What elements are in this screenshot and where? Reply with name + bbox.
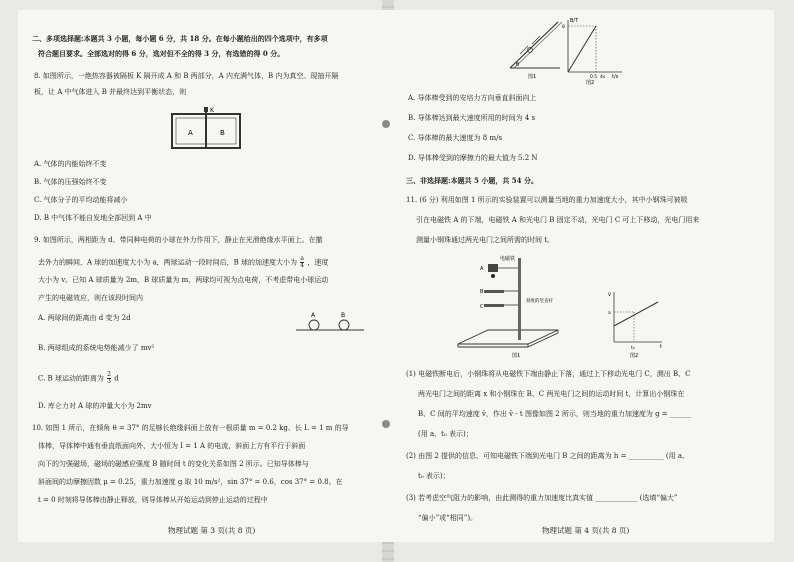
q8-option-c: C. 气体分子的平均动能将减小	[34, 196, 128, 204]
q10-graph-b-label: B/T	[570, 18, 579, 24]
q8-option-b: B. 气体的压强始终不变	[34, 178, 107, 186]
q11-gate-c-label: C	[480, 304, 484, 310]
q8-stem-1: 8. 如图所示，一绝热容器被隔板 K 隔开成 A 和 B 两部分，A 内充满气体，B 内为真空。现抽开隔	[34, 72, 339, 80]
q9-option-d: D. 库仑力对 A 球的冲量大小为 2mv	[38, 402, 152, 410]
q11-part1-line4: (用 a、t₀ 表示)；	[418, 430, 473, 438]
q8-container-figure	[168, 104, 248, 154]
q10-stem-4: 斜面间的动摩擦因数 μ = 0.25，重力加速度 g 取 10 m/s²，sin 37° = 0.6，cos 37° = 0.8。在	[38, 478, 343, 486]
page-3	[18, 10, 396, 542]
q10-option-d: D. 导体棒受到的摩擦力的最大值为 5.2 N	[408, 154, 538, 162]
q10-graph-tick1: 0.5	[590, 75, 598, 80]
q9-stem-3: 大小为 v。已知 A 球质量为 2m，B 球质量为 m，两球均可视为点电荷，不考虑带电小球运动	[38, 276, 329, 284]
q10-stem-2: 体棒，导体棒中通有垂直纸面向外、大小恒为 I = 1 A 的电流，斜面上方有平行于斜面	[38, 442, 306, 450]
q9-option-c	[38, 372, 119, 385]
q9-option-b: B. 两球组成的系统电势能减少了 mv²	[38, 344, 155, 352]
q11-part1-line2: 两光电门之间的距离 x 和小钢珠在 B、C 两光电门之间的运动时间 t，计算出小钢珠在	[418, 390, 685, 398]
q10-option-a: A. 导体棒受到的安培力方向垂直斜面向上	[408, 94, 537, 102]
q10-option-b: B. 导体棒达到最大速度所用的时间为 4 s	[408, 114, 536, 122]
q11-fig1-label: 图1	[512, 353, 521, 359]
q11-part3-line1: (3) 若考虑空气阻力的影响，由此测得的重力加速度比真实值 ____________ (选填“偏大”	[406, 494, 678, 502]
q9-option-c-text: C. B 球运动的距离为	[38, 374, 104, 383]
q11-graph-v-axis: v̄	[608, 292, 611, 298]
q10-stem-1: 10. 如图 1 所示，在倾角 θ = 37° 的足够长绝缘斜面上放有一根质量 m = 0.2 kg、长 L = 1 m 的导	[32, 424, 349, 432]
q11-apparatus-figure	[454, 250, 564, 360]
q8-option-d: D. B 中气体不能自发地全部回到 A 中	[34, 214, 152, 222]
q11-part2-line2: t₀ 表示)；	[418, 472, 450, 480]
q9-stem-2b: ，速度	[307, 258, 329, 267]
q9-fig-label-b: B	[341, 312, 346, 319]
q10-fig1-label: 图1	[528, 74, 537, 80]
q8-fig-label-a: A	[188, 129, 193, 137]
q9-balls-figure	[294, 310, 366, 332]
page-4	[396, 10, 774, 542]
q10-graph-b0: 8	[562, 25, 565, 30]
q9-fig-label-a: A	[311, 312, 316, 319]
section3-title: 三、非选择题:本题共 5 小题，共 54 分。	[406, 176, 538, 185]
q11-fig2-label: 图2	[630, 353, 639, 359]
q11-vt-graph	[606, 286, 666, 358]
q9-fraction-a-over-4	[300, 256, 304, 269]
q9-stem-2	[38, 256, 328, 269]
q10-theta-label: θ	[516, 62, 520, 68]
q10-graph-tick2: 4s	[600, 75, 606, 80]
q8-fig-label-k: K	[210, 107, 214, 114]
q9-frac-num: a	[300, 255, 304, 262]
q9-option-a: A. 两球间的距离由 d 变为 2d	[38, 314, 131, 322]
q9-stem-4: 产生的电磁效应，则在该段时间内	[38, 294, 143, 302]
q11-part2-line1: (2) 由图 2 提供的信息，可知电磁铁下端到光电门 B 之间的距离为 h = __________ (用 a、	[406, 452, 690, 460]
q9-frac3-num: 2	[107, 371, 111, 378]
q11-stem-1: 11. (6 分) 利用如图 1 所示的实验装置可以测量当地的重力加速度大小，其中小钢珠可被吸	[406, 196, 688, 204]
q11-graph-tick-a: a	[608, 311, 611, 316]
q11-graph-t-axis: t	[660, 344, 662, 350]
q8-option-a: A. 气体的内能始终不变	[34, 160, 107, 168]
q10-stem-5: t = 0 时刻将导体棒由静止释放，则导体棒从开始运动到停止运动的过程中	[38, 496, 268, 504]
q11-gate-b-label: B	[480, 289, 484, 295]
section2-instructions: 符合题目要求。全部选对的得 6 分，选对但不全的得 3 分，有选错的得 0 分。	[38, 49, 285, 58]
q8-fig-label-b: B	[220, 129, 225, 137]
q11-label-ruler: 刻度的竖直杆	[526, 299, 553, 304]
q10-incline-figure	[506, 18, 566, 80]
q11-part1-line1: (1) 电磁铁断电后，小钢珠将从电磁铁下端由静止下落，通过上下移动光电门 C，测出 B、C	[406, 370, 691, 378]
q8-stem-2: 板，让 A 中气体进入 B 并最终达到平衡状态，则	[34, 88, 187, 96]
q11-part3-line2: “偏小”或“相同”)。	[418, 514, 478, 522]
q9-frac-den: 4	[300, 262, 305, 269]
q11-graph-tick-t0: t₀	[631, 346, 635, 351]
q9-fraction-2-over-3	[107, 372, 111, 385]
page-footer-left: 物理试题 第 3 页(共 8 页)	[168, 526, 256, 535]
q10-graph-t-label: t/s	[612, 74, 619, 80]
q9-stem-2a: 去外力的瞬间，A 球的加速度大小为 a，两球运动一段时间后，B 球的加速度大小为	[38, 258, 298, 267]
binding-hole	[382, 120, 390, 128]
q11-label-electromagnet: 电磁铁	[500, 256, 516, 262]
q10-fig2-label: 图2	[586, 80, 595, 86]
section2-title: 二、多项选择题:本题共 3 小题，每小题 6 分，共 18 分。在每小题给出的四个选项中，有多项	[32, 34, 328, 43]
q9-stem-1: 9. 如图所示，两相距为 d、带同种电荷的小球在外力作用下，静止在光滑绝缘水平面上。在撤	[34, 236, 323, 244]
binding-hole	[382, 420, 390, 428]
q11-stem-3: 测量小钢珠通过两光电门之间所需的时间 t。	[416, 236, 555, 244]
q10-bt-graph	[562, 14, 626, 86]
q10-stem-3: 向下的匀强磁场，磁场的磁感应强度 B 随时间 t 的变化关系如图 2 所示。已知导体棒与	[38, 460, 309, 468]
q9-frac3-den: 3	[107, 378, 111, 385]
q10-option-c: C. 导体棒的最大速度为 8 m/s	[408, 134, 503, 142]
q11-gate-a-label: A	[480, 266, 484, 272]
page-footer-right: 物理试题 第 4 页(共 8 页)	[542, 526, 630, 535]
q9-option-c-unit: d	[114, 374, 119, 383]
q11-stem-2: 引在电磁铁 A 的下端，电磁铁 A 和光电门 B 固定不动，光电门 C 可上下移动，光电门用来	[416, 216, 700, 224]
q11-part1-line3: B、C 间的平均速度 v̄，作出 v̄ - t 图像如图 2 所示，则当地的重力加速度为 g = ______	[418, 410, 691, 418]
